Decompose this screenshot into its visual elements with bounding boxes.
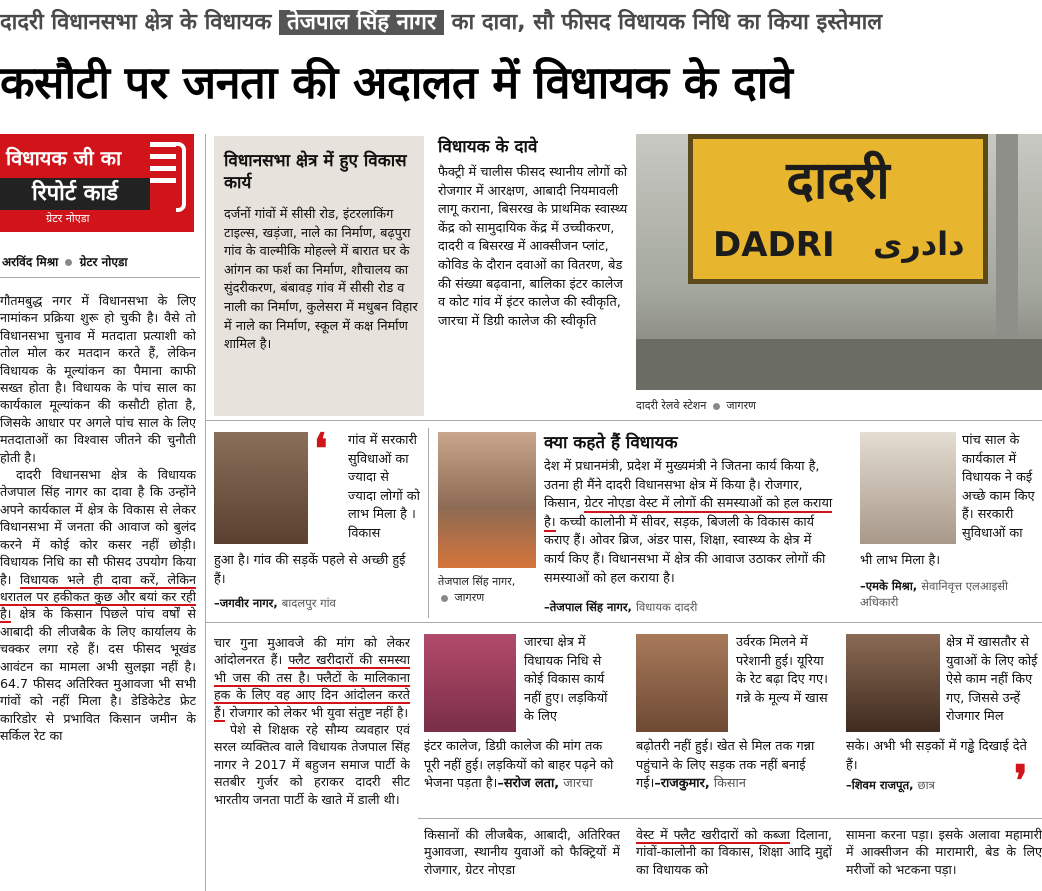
kicker-post: का दावा, सौ फीसद विधायक निधि का किया इस्तेमाल — [451, 10, 883, 35]
development-body: दर्जनों गांवों में सीसी रोड, इंटरलाकिंग टाइल्स, खड़ंजा, नाले का निर्माण, बढ़पुरा गांव के वाल्मीकि मोहल्ले में बारात घर के आंगन का फर्श का निर्माण, शौचालय का सुंदरीकरण, बंबावड़ गांव में सीसी रोड व नाली का निर्माण, कुलेसरा में मधुबन विहार में नाले का निर्माण, स्कूल में कक्ष निर्माण शामिल है। — [224, 207, 418, 353]
mla-photo-source: जागरण — [454, 591, 485, 604]
col2-pre: चार गुना मुआवजे की मांग को लेकर आंदोलनरत हैं। — [214, 635, 410, 668]
saroj-name: –सरोज लता, — [497, 776, 560, 792]
rajkumar-photo — [636, 634, 728, 732]
main-headline: कसौटी पर जनता की अदालत में विधायक के दावे — [0, 56, 793, 109]
station-caption-source: जागरण — [726, 399, 757, 412]
shivam-name: –शिवम राजपूत, — [846, 778, 914, 792]
main-article-col1 — [0, 292, 196, 888]
saroj-quote-bottom-text: इंटर कालेज, डिग्री कालेज की मांग तक पूरी नहीं हुई। लड़कियों को बाहर पढ़ने को भेजना पड़ता है। — [424, 739, 614, 792]
report-card-line3: ग्रेटर नोएडा — [46, 212, 90, 225]
shivam-quote-bottom: सके। अभी भी सड़कों में गड्ढे दिखाई देते हैं। — [846, 739, 1027, 773]
mla-photo — [438, 432, 536, 568]
mla-says-body — [544, 458, 834, 588]
article-underlined-claim: विधायक भले ही दावा करें, लेकिन धरातल पर हकीकत कुछ और बयां कर रही है। — [0, 571, 196, 622]
jagveer-name: –जगवीर नागर, — [214, 596, 278, 610]
mla-photo-source-wrap — [438, 590, 484, 605]
report-card-line2: रिपोर्ट कार्ड — [0, 178, 150, 210]
kicker-highlight: तेजपाल सिंह नागर — [279, 10, 444, 35]
mla-says-title: क्या कहते हैं विधायक — [544, 433, 678, 453]
mishra-role: सेवानिवृत्त एलआइसी अधिकारी — [860, 579, 1008, 609]
sign-urdu: دادری — [873, 225, 965, 263]
report-card-icon — [150, 142, 188, 212]
report-card-line1: विधायक जी का — [6, 146, 122, 170]
kicker-pre: दादरी विधानसभा क्षेत्र के विधायक — [0, 10, 272, 35]
article-paragraph-1: गौतमबुद्ध नगर में विधानसभा के लिए नामांकन प्रक्रिया शुरू हो चुकी है। वैसे तो विधानसभा चुनाव में मतदाता प्रत्याशी को तोल मोल कर मतदान करते हैं, लेकिन विधायक के मूल्यांकन का पैमाना काफी सख्त होता है। विधायक के पांच साल का कार्यकाल मूल्यांकन की कसौटी होता है, जिसके आधार पर अगले पांच साल के लिए मतदाताओं का विश्वास जीतने की चुनौती होती है। — [0, 293, 196, 465]
station-photo-caption — [636, 398, 756, 413]
claims-title: विधायक के दावे — [438, 137, 538, 157]
quote-mark-icon: ❜ — [1014, 756, 1028, 805]
sign-english: DADRI — [713, 225, 835, 265]
dadri-station-photo — [636, 134, 1042, 390]
bullet-dot-icon — [65, 259, 72, 266]
rajkumar-quote-bottom-text: बढ़ोतरी नहीं हुई। खेत से मिल तक गन्ना पहुंचाने के लिए सड़क तक नहीं बनाई गई। — [636, 739, 815, 792]
col4-post: दिलाना, गांवों-कालोनी का विकास, शिक्षा आदि मुद्दों का विधायक को — [636, 827, 832, 877]
col2-post: रोजगार को लेकर भी युवा संतुष्ट नहीं है। — [229, 704, 409, 720]
mla-signature — [544, 600, 697, 615]
mishra-name: –एमके मिश्रा, — [860, 579, 918, 593]
mla-sign-name: –तेजपाल सिंह नागर, — [544, 600, 632, 614]
saroj-quote-bottom — [424, 738, 622, 794]
saroj-place: जारचा — [563, 776, 593, 792]
divider — [205, 134, 206, 891]
byline-author: अरविंद मिश्रा — [2, 255, 59, 269]
divider — [418, 818, 1042, 819]
bullet-dot-icon — [441, 595, 448, 602]
jagveer-signature — [214, 596, 336, 611]
quote-mark-icon: ❛ — [314, 424, 328, 473]
byline-place: ग्रेटर नोएडा — [79, 255, 128, 269]
main-article-col3: किसानों की लीजबैक, आबादी, अतिरिक्त मुआवजा, स्थानीय युवाओं को फैक्ट्रियों में रोजगार, ग्रेटर नोएडा — [424, 827, 620, 877]
col2-underlined: फ्लैट खरीदारों की समस्या भी जस की तस है। फ्लैटों के मालिकाना हक के लिए वह आए दिन आंदोलन करते हैं। — [214, 652, 410, 720]
divider — [428, 428, 429, 618]
jagveer-quote-bottom: हुआ है। गांव की सड़कें पहले से अच्छी हुई हैं। — [214, 553, 406, 587]
divider — [206, 420, 1042, 421]
shivam-photo — [846, 634, 940, 732]
rajkumar-name: –राजकुमार, — [654, 776, 710, 792]
byline — [2, 253, 202, 270]
claims-section — [438, 136, 628, 416]
article-paragraph-2: दादरी विधानसभा क्षेत्र के विधायक तेजपाल सिंह नागर का दावा है कि उन्होंने अपने कार्यकाल में क्षेत्र के विकास से लेकर विधानसभा में जनता की आवाज को बुलंद करने में कोई कोर कसर नहीं छोड़ी। विधायक निधि का सौ फीसद उपयोग किया है। — [0, 467, 196, 587]
mishra-photo — [860, 432, 956, 544]
mla-says-pre: देश में प्रधानमंत्री, प्रदेश में मुख्यमंत्री ने जितना कार्य किया है, उतना ही मैंने दादरी विधानसभा क्षेत्र में किया है। रोजगार, किसान, — [544, 459, 820, 512]
col2-paragraph-2: पेशे से शिक्षक रहे सौम्य व्यवहार एवं सरल व्यक्तित्व वाले विधायक तेजपाल सिंह नागर ने 2017 में बहुजन समाज पार्टी के सतबीर गुर्जर को हराकर दादरी सीट भारतीय जनता पार्टी के खाते में डाली थी। — [214, 722, 410, 807]
shivam-role: छात्र — [917, 778, 935, 792]
jagveer-quote-side: गांव में सरकारी सुविधाओं का ज्यादा से ज्यादा लोगों को लाभ मिला है । विकास — [348, 433, 420, 541]
development-box — [214, 136, 424, 416]
jagveer-place: बादलपुर गांव — [281, 596, 336, 610]
main-article-col2 — [214, 634, 410, 888]
mishra-signature — [860, 578, 1042, 610]
divider — [0, 277, 200, 278]
mla-photo-caption: तेजपाल सिंह नागर, — [438, 575, 516, 588]
divider — [206, 622, 1042, 623]
article-paragraph-2-cont: क्षेत्र के किसान पिछले पांच वर्षों से आबादी की लीजबैक के लिए कार्यालय के चक्कर लगा रहे हैं। दस फीसद भूखंड आवंटन का मामला अभी सुलझा नहीं है। 64.7 फीसद अतिरिक्त मुआवजा भी सभी गांवों को नहीं मिला है। डेडिकेटेड फ्रेट कारिडोर से प्रभावित किसान जमीन के सर्किल रेट का — [0, 606, 196, 744]
claims-body: फैक्ट्री में चालीस फीसद स्थानीय लोगों को रोजगार में आरक्षण, आबादी नियमावली लागू कराना, बिसरख के प्राथमिक स्वास्थ्य केंद्र को सामुदायिक केंद्र में उच्चीकरण, दादरी व बिसरख में आक्सीजन प्लांट, कोविड के दौरान दवाओं का वितरण, बेड की संख्या बढ़वाना, बालिका इंटर कालेज व कोट गांव में इंटर कालेज की स्वीकृति, जारचा में डिग्री कालेज की स्वीकृति — [438, 165, 628, 329]
shivam-quote-side: क्षेत्र में खासतौर से युवाओं के लिए कोई ऐसे काम नहीं किए गए, जिससे उन्हें रोजगार मिल — [946, 635, 1038, 725]
rajkumar-role: किसान — [713, 776, 746, 792]
jagveer-photo — [214, 432, 308, 544]
sign-hindi: दादरी — [786, 151, 890, 211]
kicker-headline — [0, 2, 1042, 44]
platform — [636, 339, 1042, 390]
report-card-box — [0, 134, 194, 232]
main-article-col5: सामना करना पड़ा। इसके अलावा महामारी में आक्सीजन की मारामारी, बेड के लिए मरीजों को भटकना पड़ा। — [846, 827, 1042, 877]
station-signboard — [688, 134, 988, 284]
saroj-quote-side: जारचा क्षेत्र में विधायक निधि से कोई विकास कार्य नहीं हुए। लड़कियों के लिए — [524, 635, 608, 725]
mla-sign-role: विधायक दादरी — [635, 600, 698, 614]
mla-says-underlined: ग्रेटर नोएडा वेस्ट में लोगों की समस्याओं को हल कराया है। — [544, 496, 833, 530]
mishra-quote-bottom: भी लाभ मिला है। — [860, 553, 941, 568]
rajkumar-quote-bottom — [636, 738, 834, 794]
bullet-dot-icon — [713, 403, 720, 410]
station-caption-text: दादरी रेलवे स्टेशन — [636, 399, 707, 412]
mishra-quote-side: पांच साल के कार्यकाल में विधायक ने कई अच्छे काम किए हैं। सरकारी सुविधाओं का — [962, 433, 1035, 541]
shivam-signature — [846, 778, 935, 793]
col4-underlined: वेस्ट में फ्लैट खरीदारों को कब्जा — [636, 827, 791, 842]
saroj-photo — [424, 634, 516, 732]
mla-says-post: कच्ची कालोनी में सीवर, सड़क, बिजली के विकास कार्य कराए हैं। ओवर ब्रिज, अंडर पास, शिक्षा, स्वास्थ्य के क्षेत्र में कार्य किए हैं। विधानसभा में क्षेत्र की आवाज उठाकर लोगों की समस्याओं को हल कराया है। — [544, 514, 826, 586]
rajkumar-quote-side: उर्वरक मिलने में परेशानी हुई। यूरिया के रेट बढ़ा दिए गए। गन्ने के मूल्य में खास — [736, 635, 828, 706]
development-title: विधानसभा क्षेत्र में हुए विकास कार्य — [224, 151, 407, 193]
main-article-col4 — [636, 826, 832, 888]
